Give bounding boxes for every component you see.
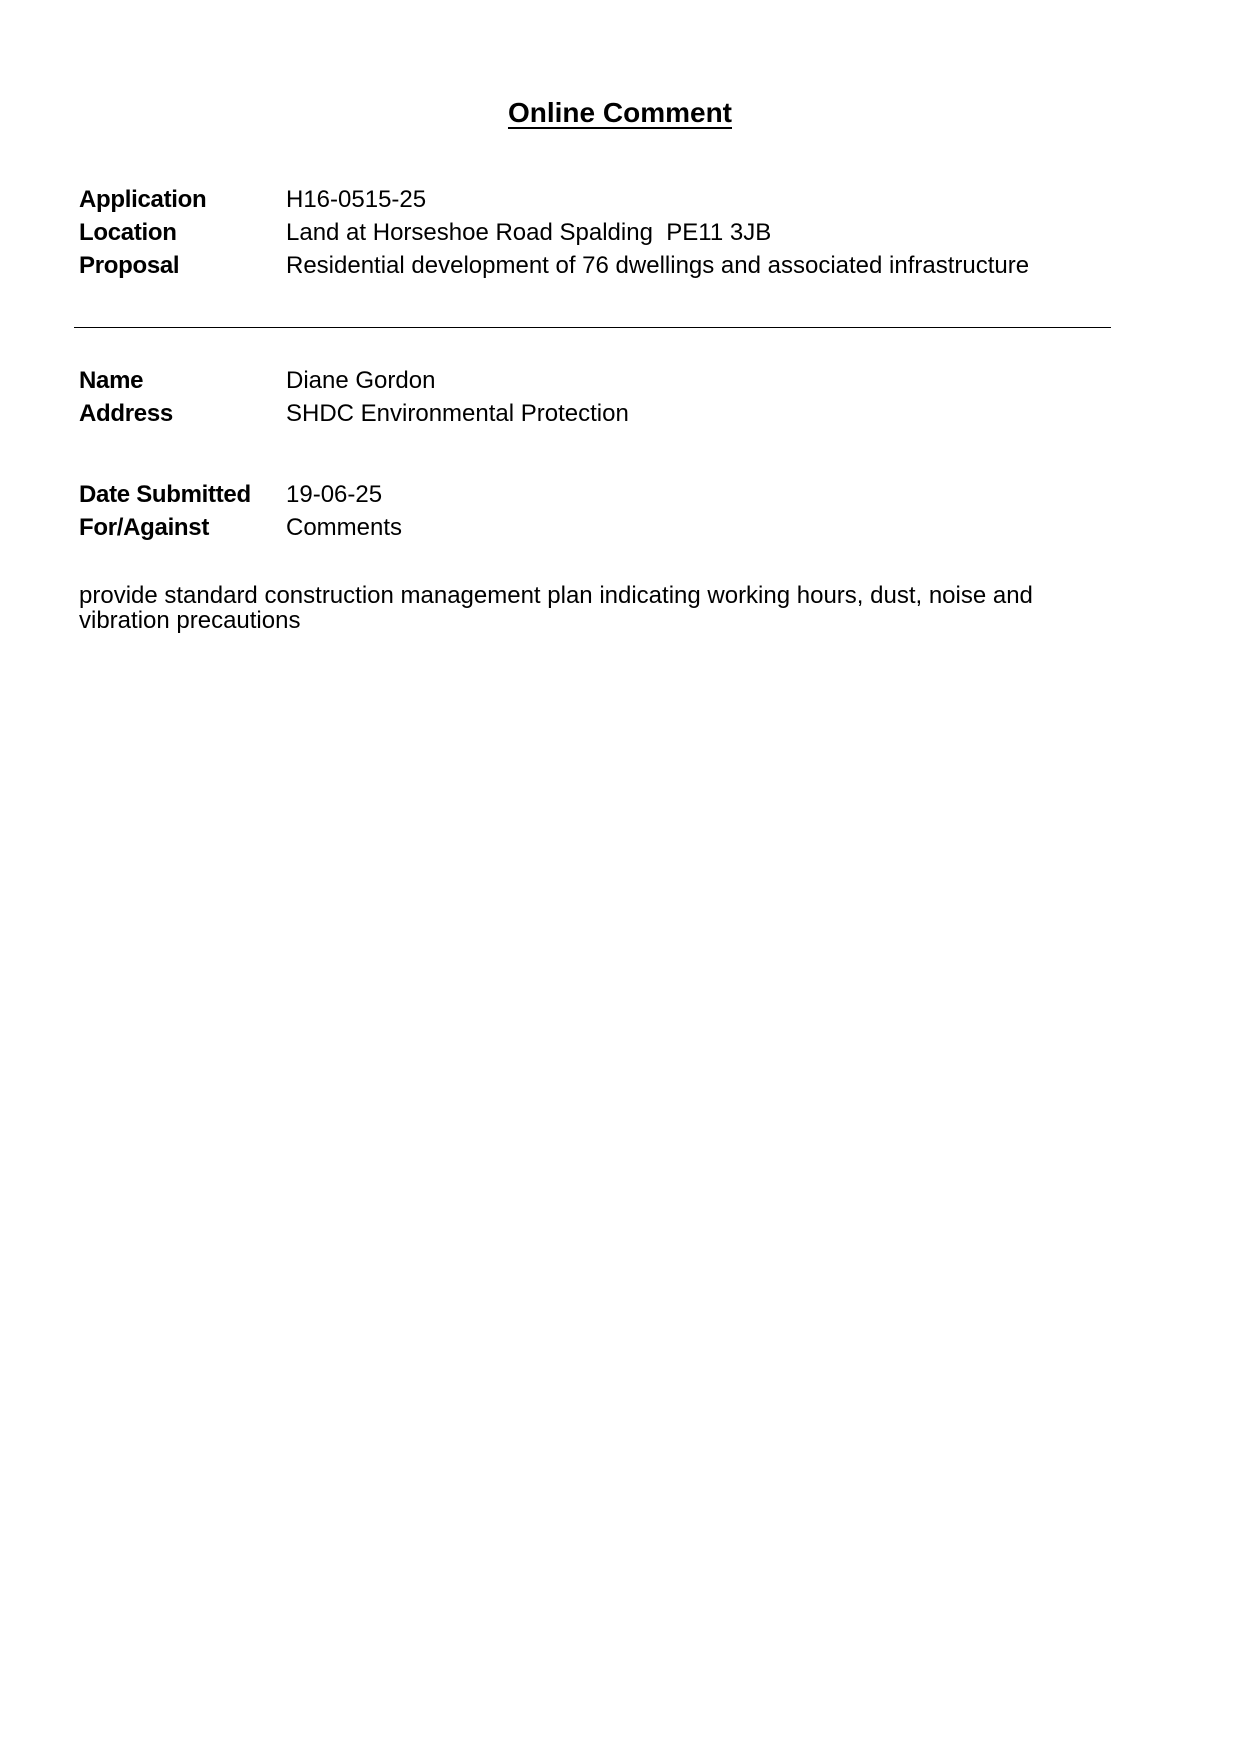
address-label: Address — [79, 400, 173, 427]
application-value: H16-0515-25 — [286, 186, 427, 213]
date-submitted-value: 19-06-25 — [286, 481, 383, 508]
proposal-label: Proposal — [79, 252, 180, 279]
location-label: Location — [79, 219, 177, 246]
section-divider — [74, 327, 1111, 328]
page-title-text: Online Comment — [507, 97, 732, 128]
name-label: Name — [79, 367, 144, 394]
address-value: SHDC Environmental Protection — [286, 400, 629, 427]
comment-text: provide standard construction management plan indicating working hours, dust, noise and vibration precautions — [79, 582, 1033, 634]
date-submitted-label: Date Submitted — [79, 481, 251, 508]
application-label: Application — [79, 186, 207, 213]
for-against-value: Comments — [286, 514, 403, 541]
page-title — [0, 96, 1240, 130]
for-against-label: For/Against — [79, 514, 210, 541]
location-value: Land at Horseshoe Road Spalding PE11 3JB — [286, 219, 772, 246]
proposal-value: Residential development of 76 dwellings and associated infrastructure — [286, 252, 1030, 279]
name-value: Diane Gordon — [286, 367, 436, 394]
